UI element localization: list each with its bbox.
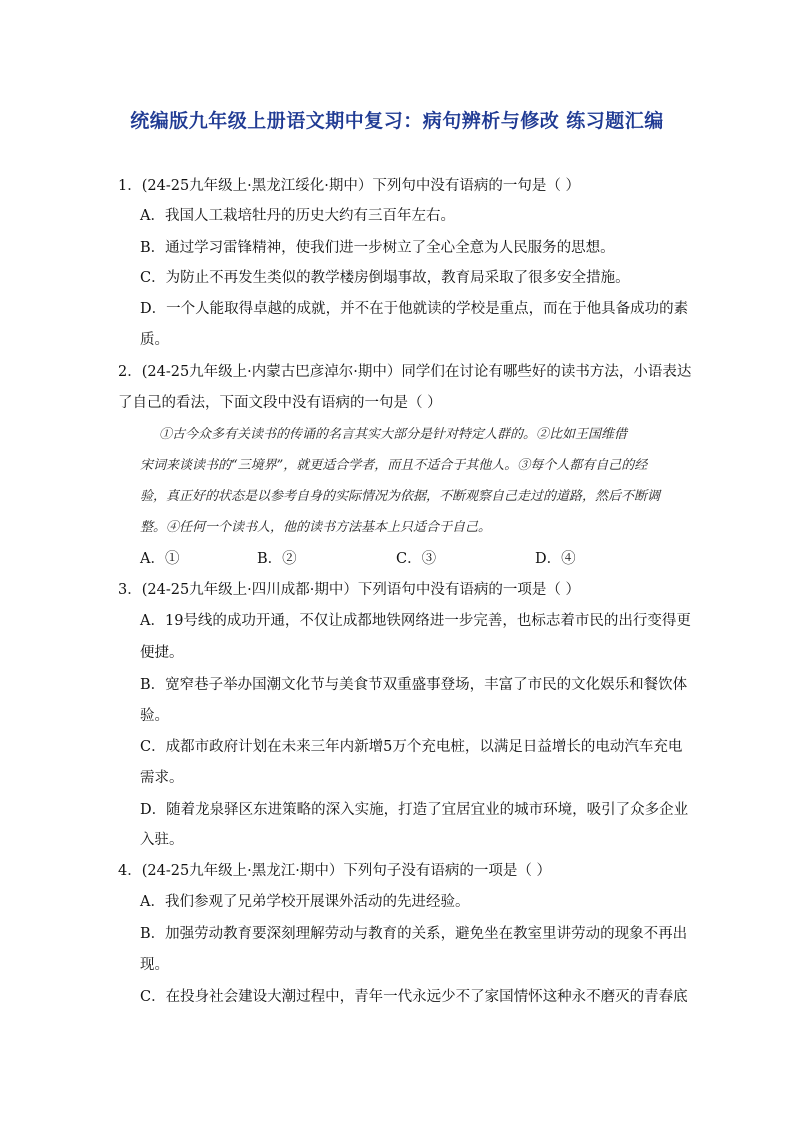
question-2-passage-line-3: 验，真正好的状态是以参考自身的实际情况为依据，不断观察自己走过的道路，然后不断调 [140,489,661,504]
question-4-option-b: B．加强劳动教育要深刻理解劳动与教育的关系，避免坐在教室里讲劳动的现象不再出 [140,926,688,942]
question-4-option-a: A．我们参观了兄弟学校开展课外活动的先进经验。 [140,894,470,910]
question-3-option-b: B．宽窄巷子举办国潮文化节与美食节双重盛事登场，丰富了市民的文化娱乐和餐饮体 [140,677,688,693]
question-3-option-c: C．成都市政府计划在未来三年内新增5万个充电桩，以满足日益增长的电动汽车充电 [140,739,683,755]
question-4-stem: 4．(24-25九年级上·黑龙江·期中）下列句子没有语病的一项是（ ） [118,863,552,879]
question-3-option-a-cont: 便捷。 [140,645,184,661]
question-3-stem: 3．(24-25九年级上·四川成都·期中）下列语句中没有语病的一项是（ ） [118,582,581,598]
question-1-option-d-cont: 质。 [140,332,169,348]
question-2-stem-cont: 了自己的看法，下面文段中没有语病的一句是（ ） [118,395,442,411]
question-1-option-c: C．为防止不再发生类似的教学楼房倒塌事故，教育局采取了很多安全措施。 [140,270,630,286]
question-1-option-a: A．我国人工栽培牡丹的历史大约有三百年左右。 [140,208,455,224]
question-3-option-d: D．随着龙泉驿区东进策略的深入实施，打造了宜居宜业的城市环境，吸引了众多企业 [140,802,689,818]
question-3-option-d-cont: 入驻。 [140,832,184,848]
question-2-passage-line-1: ①古今众多有关读书的传诵的名言其实大部分是针对特定人群的。②比如王国维借 [159,427,628,442]
question-2-option-d: D．④ [535,551,576,567]
question-3-option-c-cont: 需求。 [140,770,184,786]
question-2-option-a: A．① [140,551,180,567]
question-4-option-b-cont: 现。 [140,957,169,973]
question-1-stem: 1．(24-25九年级上·黑龙江绥化·期中）下列句中没有语病的一句是（ ） [118,178,581,194]
question-4-option-c: C．在投身社会建设大潮过程中，青年一代永远少不了家国情怀这种永不磨灭的青春底 [140,989,688,1005]
question-3-option-a: A．19号线的成功开通，不仅让成都地铁网络进一步完善，也标志着市民的出行变得更 [140,613,691,629]
question-2-option-c: C．③ [396,551,437,567]
question-2-stem: 2．(24-25九年级上·内蒙古巴彦淖尔·期中）同学们在讨论有哪些好的读书方法，小语表达 [118,364,692,380]
question-1-option-b: B．通过学习雷锋精神，使我们进一步树立了全心全意为人民服务的思想。 [140,240,615,256]
question-2-passage-line-2: 宋词来谈读书的“三境界”，就更适合学者，而且不适合于其他人。③每个人都有自己的经 [140,458,648,473]
document-title: 统编版九年级上册语文期中复习：病句辨析与修改 练习题汇编 [130,110,664,132]
question-2-option-b: B．② [257,551,297,567]
question-1-option-d: D．一个人能取得卓越的成就，并不在于他就读的学校是重点，而在于他具备成功的素 [140,301,689,317]
question-3-option-b-cont: 验。 [140,708,169,724]
question-2-passage-line-4: 整。④任何一个读书人，他的读书方法基本上只适合于自己。 [140,520,492,535]
